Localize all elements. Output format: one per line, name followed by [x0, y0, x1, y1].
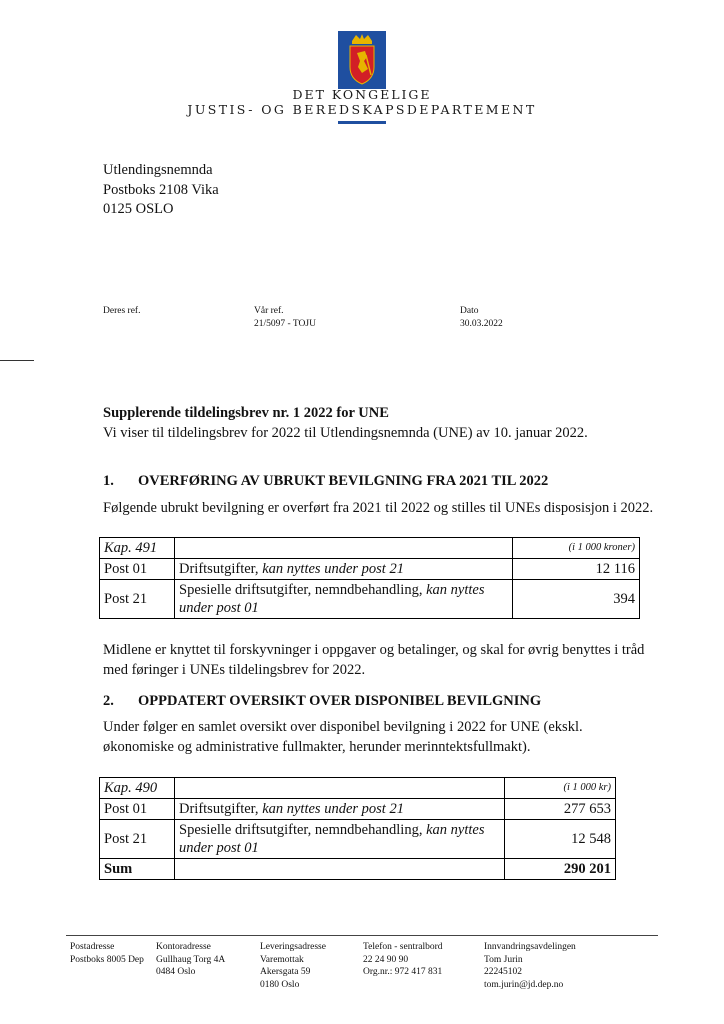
date-label: Dato [460, 306, 479, 316]
amount-cell: 12 548 [505, 820, 616, 859]
footer-label: Telefon - sentralbord [363, 942, 443, 952]
table-row [100, 580, 640, 619]
footer-label: Postadresse [70, 942, 115, 952]
letterhead-divider [338, 121, 386, 124]
sum-amount-cell: 290 201 [505, 859, 616, 880]
footer-value: Tom Jurin [484, 954, 523, 965]
footer-value: 22 24 90 90 [363, 954, 409, 965]
footer-kontoradresse [156, 941, 225, 979]
footer-email: tom.jurin@jd.dep.no [484, 979, 564, 990]
post-cell: Post 01 [100, 559, 175, 580]
recipient-postbox: Postboks 2108 Vika [103, 181, 219, 198]
footer-value: 0484 Oslo [156, 967, 196, 977]
date-block [460, 305, 503, 331]
footer-telefon [363, 941, 443, 979]
var-ref-block [254, 305, 316, 331]
recipient-city: 0125 OSLO [103, 201, 174, 217]
unit-cell: (i 1 000 kroner) [513, 538, 640, 559]
section1-number: 1. [103, 473, 114, 489]
empty-cell [175, 859, 505, 880]
desc-cell [175, 559, 513, 580]
budget-table-kap-491 [99, 537, 640, 619]
footer-label: Leveringsadresse [260, 942, 326, 952]
footer-postadresse [70, 941, 144, 966]
budget-table-kap-490 [99, 777, 616, 880]
table-row [100, 820, 616, 859]
footer-divider [66, 935, 658, 936]
post-cell: Post 21 [100, 580, 175, 619]
desc-italic-text: kan nyttes under post 01 [179, 822, 485, 856]
fold-mark [0, 360, 34, 361]
table-header-row [100, 778, 616, 799]
desc-cell [175, 799, 505, 820]
table-row [100, 559, 640, 580]
letter-subject-block [103, 404, 655, 443]
desc-italic-text: kan nyttes under post 01 [179, 582, 485, 616]
amount-cell: 277 653 [505, 799, 616, 820]
footer-value: Varemottak [260, 954, 304, 965]
footer-label: Innvandringsavdelingen [484, 942, 576, 952]
section1-text: Følgende ubrukt bevilgning er overført fra 2021 til 2022 og stilles til UNEs disposisjon i 2022. [103, 500, 654, 516]
desc-text: Driftsutgifter, [179, 561, 263, 577]
desc-text: Spesielle driftsutgifter, nemndbehandling, [179, 822, 427, 838]
footer-value: Org.nr.: 972 417 831 [363, 967, 443, 977]
intro-text: Vi viser til tildelingsbrev for 2022 til Utlendingsnemnda (UNE) av 10. januar 2022. [103, 424, 588, 441]
footer-value: Postboks 8005 Dep [70, 954, 144, 965]
sum-label-cell: Sum [100, 859, 175, 880]
deres-ref-label: Deres ref. [103, 306, 141, 316]
footer-value: Akersgata 59 [260, 967, 311, 977]
post-cell: Post 01 [100, 799, 175, 820]
kap-cell: Kap. 491 [100, 538, 175, 559]
footer-value: Gullhaug Torg 4A [156, 954, 226, 965]
amount-cell: 394 [513, 580, 640, 619]
recipient-address [103, 161, 219, 220]
desc-italic-text: kan nyttes under post 21 [262, 561, 404, 577]
footer-value: 22245102 [484, 967, 522, 977]
table-row [100, 799, 616, 820]
amount-cell: 12 116 [513, 559, 640, 580]
section1-title: OVERFØRING AV UBRUKT BEVILGNING FRA 2021 TIL 2022 [138, 473, 549, 489]
letter-subject: Supplerende tildelingsbrev nr. 1 2022 for UNE [103, 405, 389, 421]
ministry-name-line2: JUSTIS- OG BEREDSKAPSDEPARTEMENT [187, 102, 537, 117]
footer-avdeling [484, 941, 576, 991]
ministry-name-line1: DET KONGELIGE [292, 87, 432, 102]
recipient-name: Utlendingsnemnda [103, 162, 213, 178]
section1-after-text: Midlene er knyttet til forskyvninger i oppgaver og betalinger, og skal for øvrig benyttes i tråd med føringer i UNEs tildelingsbrev for 2022. [103, 642, 645, 678]
desc-cell [175, 820, 505, 859]
table-header-row [100, 538, 640, 559]
footer-label: Kontoradresse [156, 942, 211, 952]
var-ref-value: 21/5097 - TOJU [254, 319, 316, 329]
desc-text: Spesielle driftsutgifter, nemndbehandling, [179, 582, 427, 598]
section2-number: 2. [103, 693, 114, 709]
section2-text: Under følger en samlet oversikt over disponibel bevilgning i 2022 for UNE (ekskl. økonomiske og administrative fullmakter, herunder merinntektsfullmakt). [103, 719, 583, 755]
footer-value: 0180 Oslo [260, 979, 300, 990]
empty-cell [175, 778, 505, 799]
section2-title: OPPDATERT OVERSIKT OVER DISPONIBEL BEVILGNING [138, 693, 542, 709]
coat-of-arms-icon [338, 31, 386, 89]
desc-cell [175, 580, 513, 619]
unit-cell: (i 1 000 kr) [505, 778, 616, 799]
post-cell: Post 21 [100, 820, 175, 859]
var-ref-label: Vår ref. [254, 306, 284, 316]
desc-italic-text: kan nyttes under post 21 [262, 801, 404, 817]
date-value: 30.03.2022 [460, 319, 503, 329]
kap-cell: Kap. 490 [100, 778, 175, 799]
empty-cell [175, 538, 513, 559]
table-sum-row [100, 859, 616, 880]
footer-leveringsadresse [260, 941, 326, 991]
desc-text: Driftsutgifter, [179, 801, 263, 817]
